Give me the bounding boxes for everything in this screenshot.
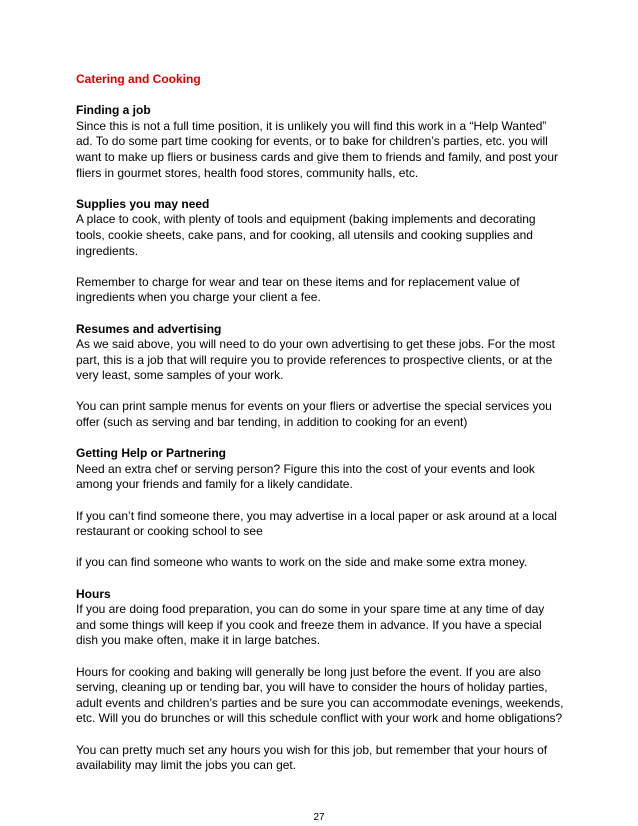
- paragraph: Since this is not a full time position, it is unlikely you will find this work in a “Help Wanted” ad. To do some part time cooking for events, or to bake for children’s parties, etc. you will want to make up fliers or business cards and give them to friends and family, and post your fliers in gourmet stores, health food stores, community halls, etc.: [76, 118, 559, 180]
- section-getting-help: [76, 446, 566, 571]
- paragraph: Need an extra chef or serving person? Figure this into the cost of your events and look among your friends and family for a likely candidate.: [76, 461, 535, 492]
- page-title: Catering and Cooking: [76, 72, 201, 86]
- paragraph: Remember to charge for wear and tear on these items and for replacement value of ingredients when you charge your client a fee.: [76, 274, 520, 305]
- section-heading: Resumes and advertising: [76, 321, 222, 336]
- section-heading: Getting Help or Partnering: [76, 446, 227, 461]
- section-supplies: [76, 197, 566, 306]
- paragraph: if you can find someone who wants to work on the side and make some extra money.: [76, 555, 528, 570]
- paragraph: As we said above, you will need to do your own advertising to get these jobs. For the most part, this is a job that will require you to provide references to prospective clients, or at the very least, some samples of your work.: [76, 337, 555, 383]
- section-finding-a-job: [76, 103, 566, 181]
- section-heading: Finding a job: [76, 103, 151, 118]
- section-hours: [76, 587, 566, 774]
- section-heading: Hours: [76, 586, 111, 601]
- paragraph: If you are doing food preparation, you can do some in your spare time at any time of day and some things will keep if you cook and freeze them in advance. If you have a special dish you make often, make it in large batches.: [76, 602, 545, 648]
- paragraph: A place to cook, with plenty of tools and equipment (baking implements and decorating tools, cookie sheets, cake pans, and for cooking, all utensils and cooking supplies and ingredients.: [76, 212, 536, 258]
- page-number: 27: [313, 812, 325, 823]
- paragraph: Hours for cooking and baking will generally be long just before the event. If you are also serving, cleaning up or tending bar, you will have to consider the hours of holiday parties, adult events and children’s parties and be sure you can accommodate evenings, weekends, etc. Will you do brunches or will this schedule conflict with your work and home obligations?: [76, 664, 564, 726]
- section-resumes-advertising: [76, 322, 566, 431]
- section-heading: Supplies you may need: [76, 196, 210, 211]
- paragraph: You can pretty much set any hours you wish for this job, but remember that your hours of availability may limit the jobs you can get.: [76, 742, 548, 773]
- document-page: [76, 72, 566, 789]
- paragraph: If you can’t find someone there, you may advertise in a local paper or ask around at a local restaurant or cooking school to see: [76, 508, 557, 539]
- paragraph: You can print sample menus for events on your fliers or advertise the special services you offer (such as serving and bar tending, in addition to cooking for an event): [76, 399, 552, 430]
